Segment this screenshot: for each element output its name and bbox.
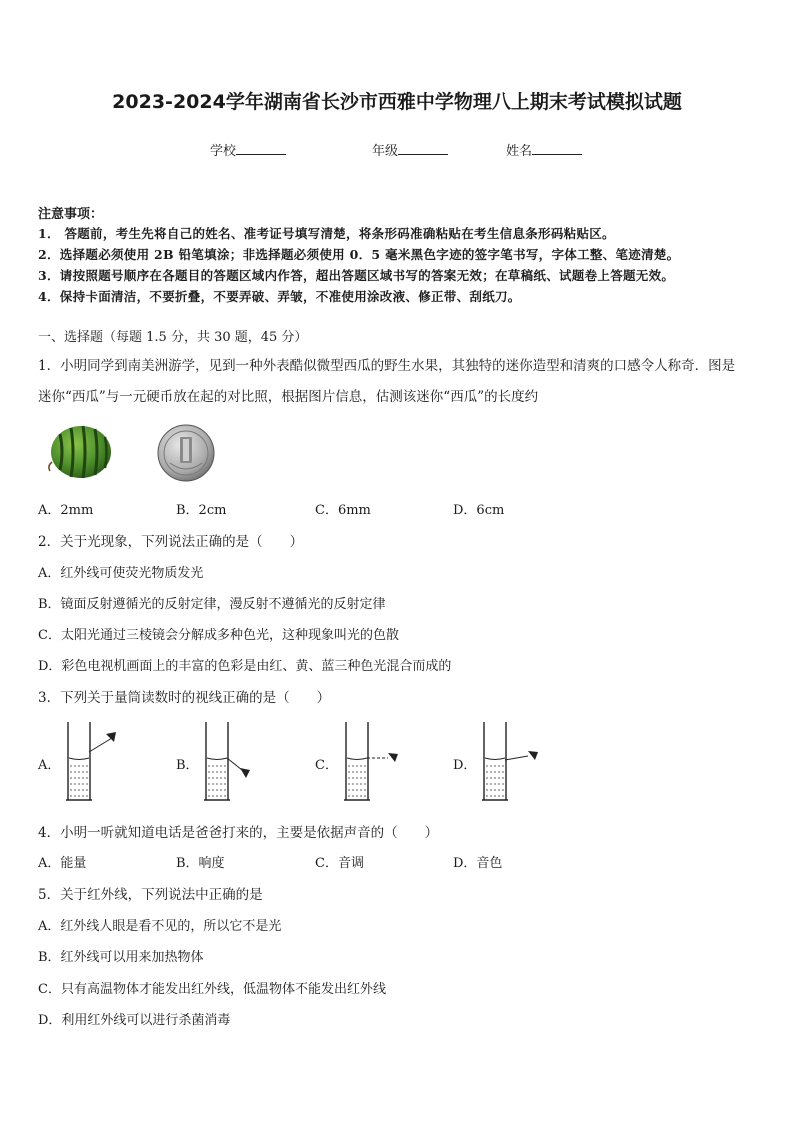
name-label: 姓名 bbox=[506, 144, 533, 159]
q2-option-d: D．彩色电视机画面上的丰富的色彩是由红、黄、蓝三种色光混合而成的 bbox=[38, 659, 452, 674]
school-blank bbox=[236, 142, 286, 155]
q5-option-b: B．红外线可以用来加热物体 bbox=[38, 950, 204, 965]
q1-option-b: B．2cm bbox=[176, 503, 227, 518]
question-4-stem: 4．小明一听就知道电话是爸爸打来的，主要是依据声音的（ ） bbox=[38, 825, 439, 841]
grade-field bbox=[372, 140, 448, 159]
q4-option-b: B．响度 bbox=[176, 856, 225, 871]
question-5-stem: 5．关于红外线，下列说法中正确的是 bbox=[38, 887, 263, 903]
q2-option-a: A．红外线可使荧光物质发光 bbox=[38, 566, 204, 581]
note-item: 1． 答题前，考生先将自己的姓名、准考证号填写清楚，将条形码准确粘贴在考生信息条形码粘贴区。 bbox=[38, 226, 615, 241]
cylinder-a-figure bbox=[62, 718, 122, 806]
page-title: 2023-2024学年湖南省长沙市西雅中学物理八上期末考试模拟试题 bbox=[112, 91, 682, 113]
school-field bbox=[210, 140, 286, 159]
q1-option-a: A．2mm bbox=[38, 503, 94, 518]
school-label: 学校 bbox=[210, 144, 237, 159]
name-blank bbox=[532, 142, 582, 155]
cylinder-c-figure bbox=[340, 718, 410, 806]
q4-option-a: A．能量 bbox=[38, 856, 87, 871]
cylinder-b-figure bbox=[200, 718, 260, 806]
q1-option-c: C．6mm bbox=[315, 503, 371, 518]
section-heading: 一、选择题（每题 1.5 分，共 30 题，45 分） bbox=[38, 330, 308, 345]
q4-option-d: D．音色 bbox=[453, 856, 503, 871]
q5-option-d: D．利用红外线可以进行杀菌消毒 bbox=[38, 1013, 231, 1028]
watermelon-image bbox=[44, 424, 114, 482]
q3-option-c: C． bbox=[315, 758, 338, 773]
cylinder-d-figure bbox=[478, 718, 548, 806]
notes-heading: 注意事项： bbox=[38, 207, 104, 222]
note-item: 2．选择题必须使用 2B 铅笔填涂；非选择题必须使用 0．5 毫米黑色字迹的签字笔书写，字体工整、笔迹清楚。 bbox=[38, 247, 680, 262]
q4-option-c: C．音调 bbox=[315, 856, 364, 871]
q3-option-d: D． bbox=[453, 758, 477, 773]
q3-option-a: A． bbox=[38, 758, 61, 773]
grade-blank bbox=[398, 142, 448, 155]
q5-option-c: C．只有高温物体才能发出红外线，低温物体不能发出红外线 bbox=[38, 982, 386, 997]
note-item: 4．保持卡面清洁，不要折叠，不要弄破、弄皱，不准使用涂改液、修正带、刮纸刀。 bbox=[38, 289, 521, 304]
q5-option-a: A．红外线人眼是看不见的，所以它不是光 bbox=[38, 919, 282, 934]
note-item: 3．请按照题号顺序在各题目的答题区域内作答，超出答题区域书写的答案无效；在草稿纸、试题卷上答题无效。 bbox=[38, 268, 675, 283]
grade-label: 年级 bbox=[372, 144, 399, 159]
question-2-stem: 2．关于光现象，下列说法正确的是（ ） bbox=[38, 534, 304, 550]
q2-option-c: C．太阳光通过三棱镜会分解成多种色光，这种现象叫光的色散 bbox=[38, 628, 399, 643]
q1-option-d: D．6cm bbox=[453, 503, 505, 518]
question-1-stem-line1: 1．小明同学到南美洲游学，见到一种外表酷似微型西瓜的野生水果，其独特的迷你造型和清爽的口感令人称奇．图是 bbox=[38, 358, 736, 374]
question-3-stem: 3．下列关于量筒读数时的视线正确的是（ ） bbox=[38, 690, 331, 706]
coin-image bbox=[156, 423, 216, 483]
name-field bbox=[506, 140, 582, 159]
q2-option-b: B．镜面反射遵循光的反射定律，漫反射不遵循光的反射定律 bbox=[38, 597, 386, 612]
question-1-stem-line2: 迷你“西瓜”与一元硬币放在起的对比照，根据图片信息，估测该迷你“西瓜”的长度约 bbox=[38, 389, 539, 405]
q3-option-b: B． bbox=[176, 758, 199, 773]
